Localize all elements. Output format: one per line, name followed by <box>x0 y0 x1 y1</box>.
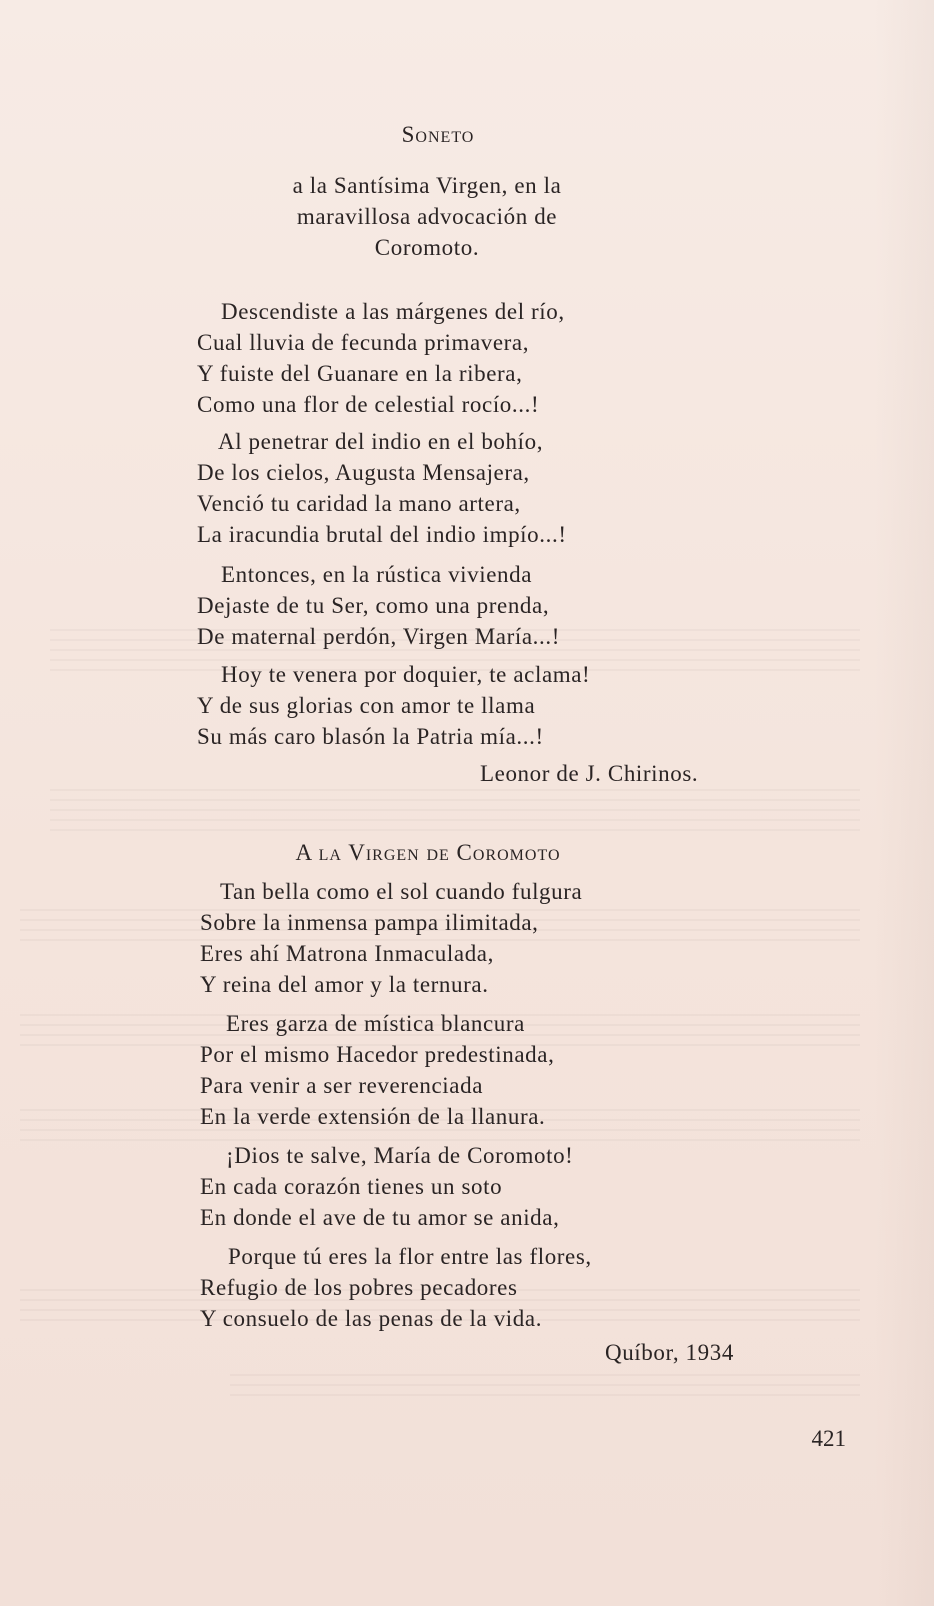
poem-verse: Tan bella como el sol cuando fulgura <box>220 879 583 904</box>
poem-verse: Por el mismo Hacedor predestinada, <box>200 1042 555 1067</box>
sonnet-verse: Y de sus glorias con amor te llama <box>197 693 536 718</box>
poem-verse: Sobre la inmensa pampa ilimitada, <box>200 910 539 935</box>
poem-verse: Eres garza de mística blancura <box>226 1011 525 1036</box>
sonnet-verse: Su más caro blasón la Patria mía...! <box>197 724 544 749</box>
sonnet-verse: Hoy te venera por doquier, te aclama! <box>221 662 591 687</box>
sonnet-verse: Como una flor de celestial rocío...! <box>197 392 540 417</box>
poem-signature: Quíbor, 1934 <box>605 1340 734 1365</box>
poem-verse: En donde el ave de tu amor se anida, <box>200 1205 560 1230</box>
poem-verse: En cada corazón tienes un soto <box>200 1174 503 1199</box>
sonnet-verse: De maternal perdón, Virgen María...! <box>197 624 560 649</box>
sonnet-dedication-line: Coromoto. <box>374 235 480 260</box>
poem-verse: Porque tú eres la flor entre las flores, <box>228 1244 592 1269</box>
page-number: 421 <box>811 1426 846 1451</box>
sonnet-dedication-line: maravillosa advocación de <box>296 204 558 229</box>
sonnet-verse: Al penetrar del indio en el bohío, <box>218 429 544 454</box>
sonnet-verse: Y fuiste del Guanare en la ribera, <box>197 361 523 386</box>
sonnet-verse: Descendiste a las márgenes del río, <box>221 299 565 324</box>
sonnet-verse: La iracundia brutal del indio impío...! <box>197 522 567 547</box>
sonnet-title: Soneto <box>401 122 475 147</box>
sonnet-dedication-line: a la Santísima Virgen, en la <box>292 173 562 198</box>
poem-verse: ¡Dios te salve, María de Coromoto! <box>226 1143 574 1168</box>
sonnet-verse: De los cielos, Augusta Mensajera, <box>197 460 530 485</box>
sonnet-verse: Venció tu caridad la mano artera, <box>197 491 521 516</box>
sonnet-verse: Entonces, en la rústica vivienda <box>221 562 533 587</box>
poem-verse: En la verde extensión de la llanura. <box>200 1104 546 1129</box>
sonnet-author: Leonor de J. Chirinos. <box>480 761 699 786</box>
poem-verse: Eres ahí Matrona Inmaculada, <box>200 941 494 966</box>
poem-verse: Refugio de los pobres pecadores <box>200 1275 518 1300</box>
poem-title: A la Virgen de Coromoto <box>295 840 561 865</box>
poem-verse: Y consuelo de las penas de la vida. <box>200 1306 543 1331</box>
sonnet-verse: Dejaste de tu Ser, como una prenda, <box>197 593 550 618</box>
sonnet-verse: Cual lluvia de fecunda primavera, <box>197 330 530 355</box>
poem-verse: Para venir a ser reverenciada <box>200 1073 484 1098</box>
poem-verse: Y reina del amor y la ternura. <box>200 972 489 997</box>
